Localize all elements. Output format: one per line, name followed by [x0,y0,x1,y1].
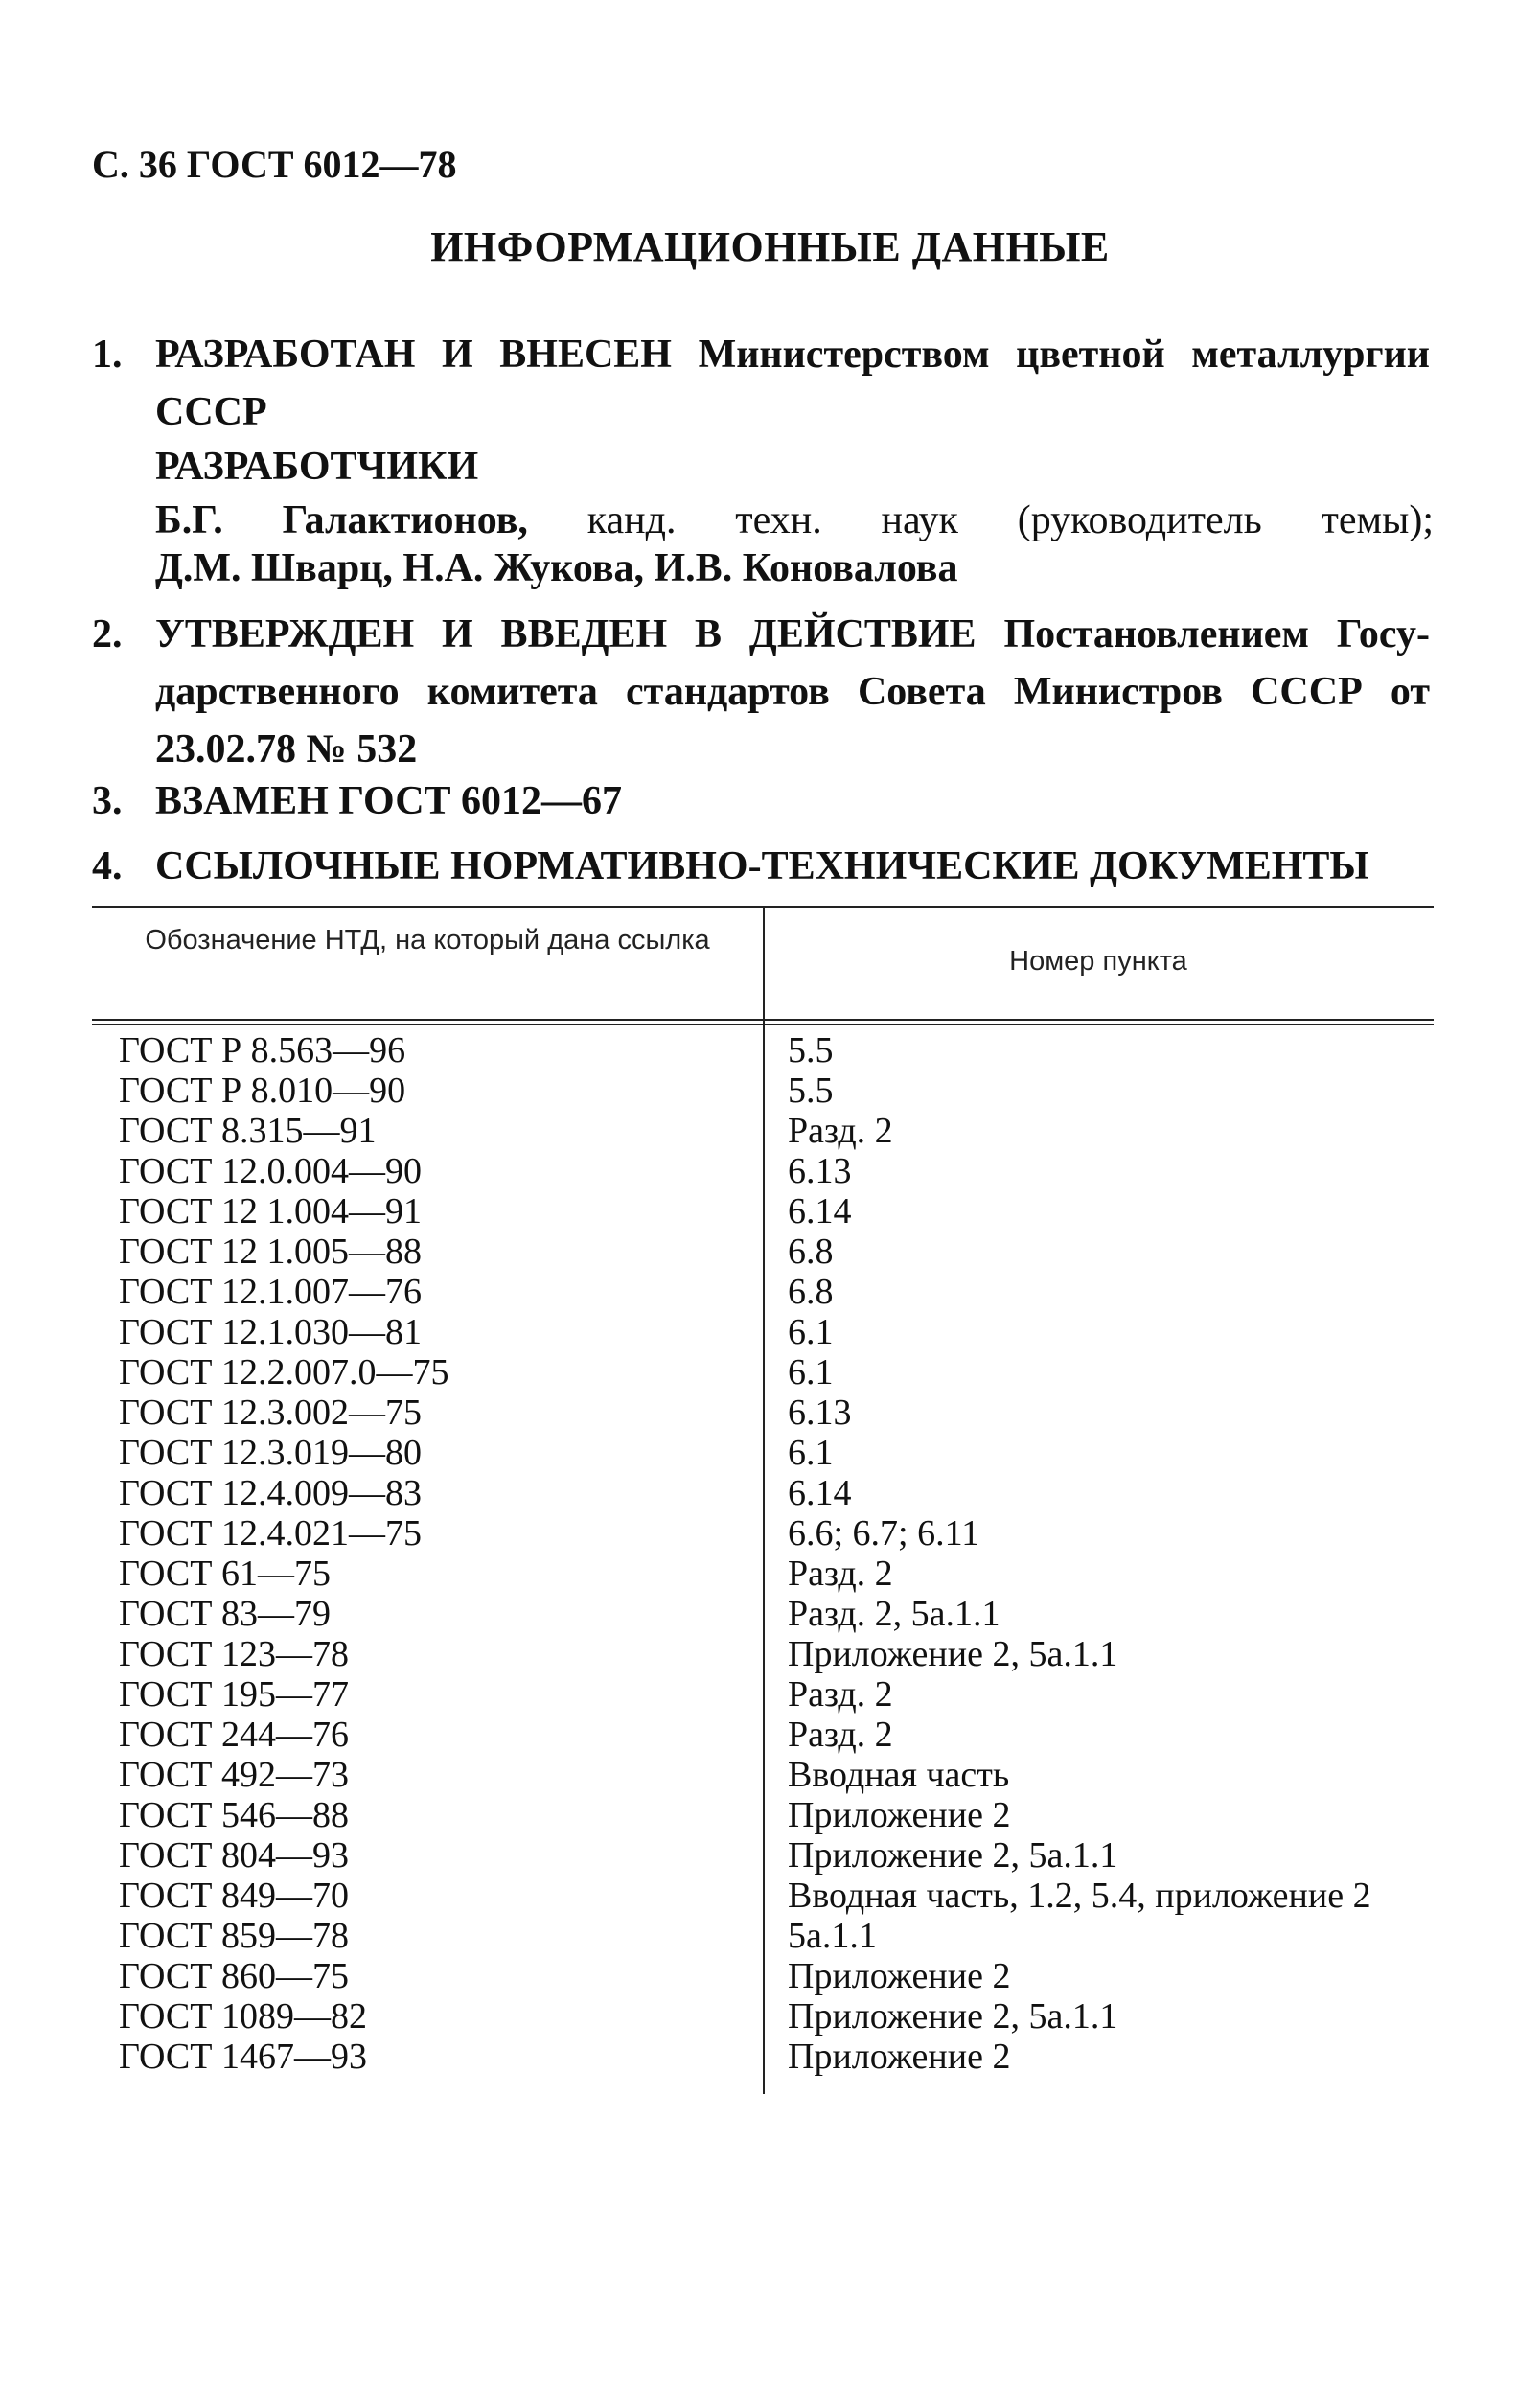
developer-line-1 [155,496,1434,544]
cell-document: ГОСТ 12.1.007—76 [119,1272,422,1312]
table-row [92,1674,1434,1715]
table-row [92,1111,1434,1151]
cell-document: ГОСТ 244—76 [119,1715,349,1755]
table-header-rule-1 [92,1019,1434,1021]
cell-document: ГОСТ 123—78 [119,1634,349,1674]
cell-document: ГОСТ 12.0.004—90 [119,1151,422,1191]
cell-document: ГОСТ 546—88 [119,1795,349,1835]
cell-item: Вводная часть, 1.2, 5.4, приложение 2 [788,1876,1371,1916]
item-2-line-3: 23.02.78 № 532 [155,727,418,771]
table-row [92,1272,1434,1312]
cell-document: ГОСТ 804—93 [119,1835,349,1876]
cell-item: Вводная часть [788,1755,1010,1795]
cell-document: ГОСТ 859—78 [119,1916,349,1956]
cell-document: ГОСТ Р 8.563—96 [119,1030,406,1071]
item-4-text: ССЫЛОЧНЫЕ НОРМАТИВНО-ТЕХНИЧЕСКИЕ ДОКУМЕНТЫ [155,844,1369,888]
cell-item: Приложение 2, 5а.1.1 [788,1996,1118,2037]
cell-item: 6.1 [788,1433,834,1473]
table-row [92,1030,1434,1071]
cell-document: ГОСТ 492—73 [119,1755,349,1795]
cell-document: ГОСТ 1467—93 [119,2037,367,2077]
cell-item: 6.14 [788,1191,852,1232]
table-header-rule-2 [92,1024,1434,1025]
table-row [92,1554,1434,1594]
cell-document: ГОСТ 12.3.019—80 [119,1433,422,1473]
item-3-number: 3. [92,779,123,823]
table-row [92,2037,1434,2077]
cell-item: 6.1 [788,1352,834,1393]
item-1-text: Министерством цветной металлургии [698,333,1430,377]
cell-item: Приложение 2 [788,1956,1011,1996]
cell-document: ГОСТ 860—75 [119,1956,349,1996]
cell-item: 6.8 [788,1272,834,1312]
cell-item: 6.6; 6.7; 6.11 [788,1513,980,1554]
table-row [92,1513,1434,1554]
item-2-number: 2. [92,612,123,656]
table-row [92,1151,1434,1191]
cell-document: ГОСТ 61—75 [119,1554,331,1594]
cell-document: ГОСТ 12.4.021—75 [119,1513,422,1554]
table-row [92,1835,1434,1876]
table-row [92,1956,1434,1996]
table-row [92,1876,1434,1916]
cell-document: ГОСТ 12.2.007.0—75 [119,1352,449,1393]
cell-item: 6.8 [788,1232,834,1272]
cell-item: Приложение 2 [788,2037,1011,2077]
cell-document: ГОСТ 12 1.004—91 [119,1191,422,1232]
cell-document: ГОСТ 83—79 [119,1594,331,1634]
cell-document: ГОСТ Р 8.010—90 [119,1071,406,1111]
cell-document: ГОСТ 1089—82 [119,1996,367,2037]
cell-item: 5.5 [788,1030,834,1071]
table-row [92,1071,1434,1111]
cell-document: ГОСТ 8.315—91 [119,1111,377,1151]
item-2-line-2: дарственного комитета стандартов Совета Министров СССР от [155,670,1430,714]
cell-item: 6.1 [788,1312,834,1352]
cell-document: ГОСТ 12 1.005—88 [119,1232,422,1272]
cell-item: Разд. 2 [788,1715,893,1755]
developer-others: Д.М. Шварц, Н.А. Жукова, И.В. Коновалова [155,546,958,590]
table-row [92,1473,1434,1513]
cell-document: ГОСТ 849—70 [119,1876,349,1916]
cell-item: Разд. 2, 5а.1.1 [788,1594,1000,1634]
page-title: ИНФОРМАЦИОННЫЕ ДАННЫЕ [430,223,1110,270]
developer-lead-name: Б.Г. Галактионов, [155,498,528,542]
developers-heading: РАЗРАБОТЧИКИ [155,445,479,489]
item-1-number: 1. [92,333,123,377]
cell-item: 5.5 [788,1071,834,1111]
cell-item: 6.13 [788,1151,852,1191]
table-row [92,1996,1434,2037]
table-row [92,1916,1434,1956]
table-row [92,1715,1434,1755]
running-head: С. 36 ГОСТ 6012—78 [92,143,457,186]
cell-item: 6.14 [788,1473,852,1513]
table-row [92,1594,1434,1634]
table-row [92,1352,1434,1393]
item-2-text: Постановлением Госу- [1003,612,1431,656]
table-row [92,1755,1434,1795]
table-body [92,1030,1434,2077]
table-row [92,1191,1434,1232]
table-row [92,1393,1434,1433]
item-1-continuation: СССР [155,390,267,434]
item-4-number: 4. [92,844,123,888]
cell-item: Приложение 2, 5а.1.1 [788,1835,1118,1876]
item-3-text: ВЗАМЕН ГОСТ 6012—67 [155,779,623,823]
table-row [92,1232,1434,1272]
table-header-document: Обозначение НТД, на который дана ссылка [145,925,710,956]
cell-document: ГОСТ 12.1.030—81 [119,1312,422,1352]
cell-document: ГОСТ 12.3.002—75 [119,1393,422,1433]
table-header-item: Номер пункта [1009,946,1187,977]
cell-item: Разд. 2 [788,1111,893,1151]
cell-item: 5а.1.1 [788,1916,877,1956]
table-row [92,1634,1434,1674]
item-2-lead: УТВЕРЖДЕН И ВВЕДЕН В ДЕЙСТВИЕ [155,612,977,656]
item-1-lead: РАЗРАБОТАН И ВНЕСЕН [155,333,672,377]
table-row [92,1312,1434,1352]
cell-item: Разд. 2 [788,1674,893,1715]
cell-item: Приложение 2, 5а.1.1 [788,1634,1118,1674]
cell-document: ГОСТ 195—77 [119,1674,349,1715]
cell-item: 6.13 [788,1393,852,1433]
developers-block [155,443,1434,592]
table-row [92,1795,1434,1835]
cell-item: Приложение 2 [788,1795,1011,1835]
developer-lead-role: канд. техн. наук (руководитель темы); [586,498,1435,542]
table-row [92,1433,1434,1473]
cell-item: Разд. 2 [788,1554,893,1594]
cell-document: ГОСТ 12.4.009—83 [119,1473,422,1513]
